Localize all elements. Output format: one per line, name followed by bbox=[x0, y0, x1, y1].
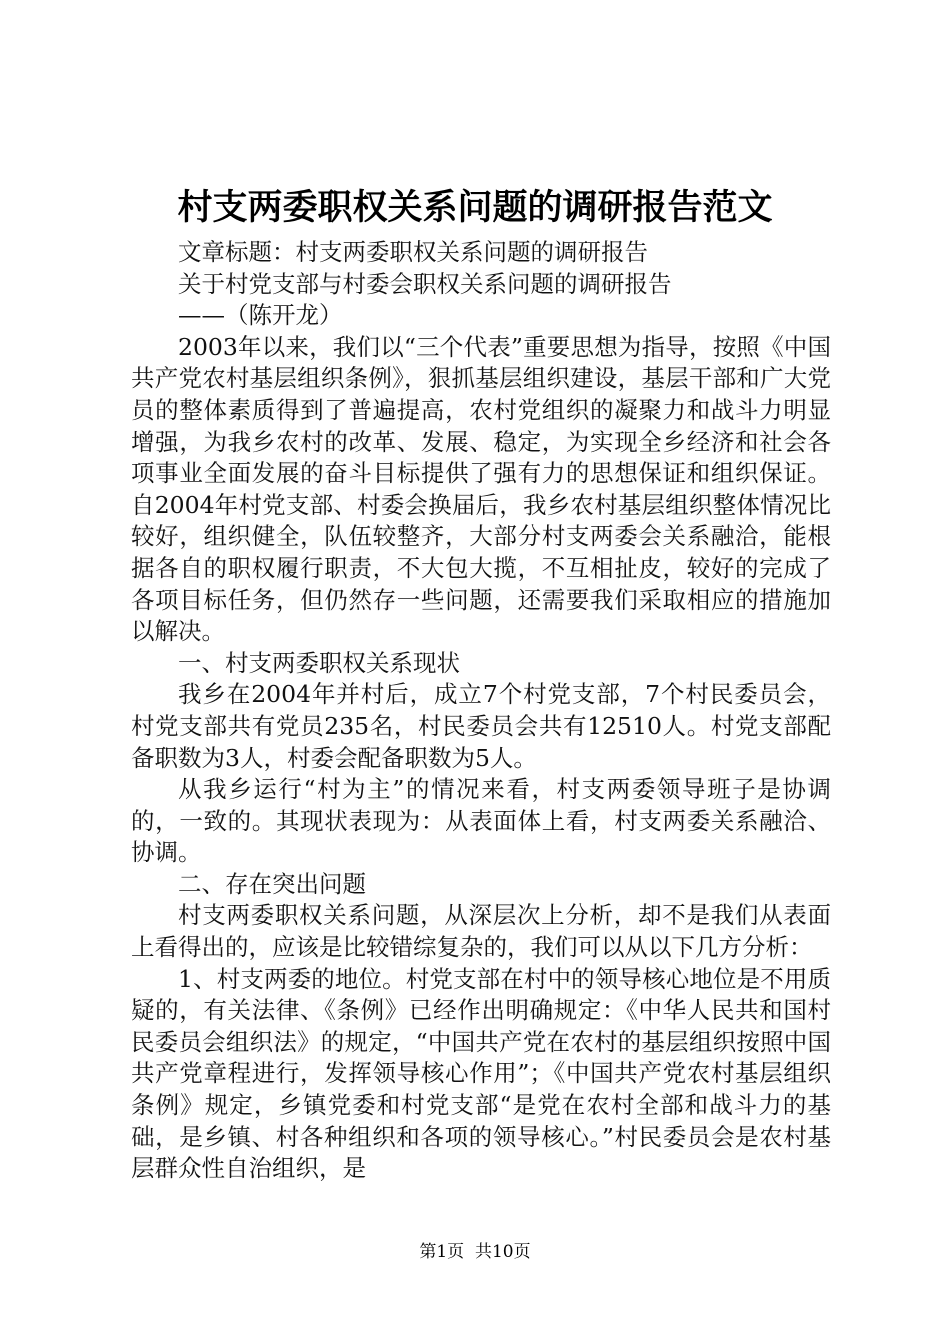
document-title: 村支两委职权关系问题的调研报告范文 bbox=[177, 187, 773, 228]
body-paragraph: 1、村支两委的地位。村党支部在村中的领导核心地位是不用质疑的，有关法律、《条例》已经作出明确规定：《中华人民共和国村民委员会组织法》的规定，“中国共产党在农村的基层组织按照中国共产党章程进行，发挥领导核心作用”；《中国共产党农村基层组织条例》规定，乡镇党委和村党支部“是党在农村全部和战斗力的基础，是乡镇、村各种组织和各项的领导核心。”村民委员会是农村基层群众性自治组织，是 bbox=[131, 964, 831, 1183]
body-paragraph: 我乡在2004年并村后，成立7个村党支部，7个村民委员会，村党支部共有党员235名，村民委员会共有12510人。村党支部配备职数为3人，村委会配备职数为5人。 bbox=[131, 680, 831, 772]
page-number: 第1页 共10页 bbox=[419, 1242, 531, 1262]
author-line: ——（陈开龙） bbox=[178, 301, 343, 330]
body-paragraph: 2003年以来，我们以“三个代表”重要思想为指导，按照《中国共产党农村基层组织条例》，狠抓基层组织建设，基层干部和广大党员的整体素质得到了普遍提高，农村党组织的凝聚力和战斗力明显增强，为我乡农村的改革、发展、稳定，为实现全乡经济和社会各项事业全面发展的奋斗目标提供了强有力的思想保证和组织保证。自2004年村党支部、村委会换届后，我乡农村基层组织整体情况比较好，组织健全，队伍较整齐，大部分村支两委会关系融洽，能根据各自的职权履行职责，不大包大揽，不互相扯皮，较好的完成了各项目标任务，但仍然存一些问题，还需要我们采取相应的措施加以解决。 bbox=[131, 332, 831, 646]
document-body bbox=[131, 237, 831, 1185]
body-paragraph: 从我乡运行“村为主”的情况来看，村支两委领导班子是协调的，一致的。其现状表现为：从表面体上看，村支两委关系融洽、协调。 bbox=[131, 775, 831, 867]
body-paragraph: 村支两委职权关系问题，从深层次上分析，却不是我们从表面上看得出的，应该是比较错综复杂的，我们可以从以下几方分析： bbox=[131, 901, 831, 962]
report-subtitle: 关于村党支部与村委会职权关系问题的调研报告 bbox=[178, 269, 672, 298]
section-heading: 二、存在突出问题 bbox=[178, 869, 366, 898]
section-heading: 一、村支两委职权关系现状 bbox=[178, 648, 460, 677]
article-title-line: 文章标题：村支两委职权关系问题的调研报告 bbox=[178, 238, 648, 266]
page-footer bbox=[0, 1240, 950, 1264]
